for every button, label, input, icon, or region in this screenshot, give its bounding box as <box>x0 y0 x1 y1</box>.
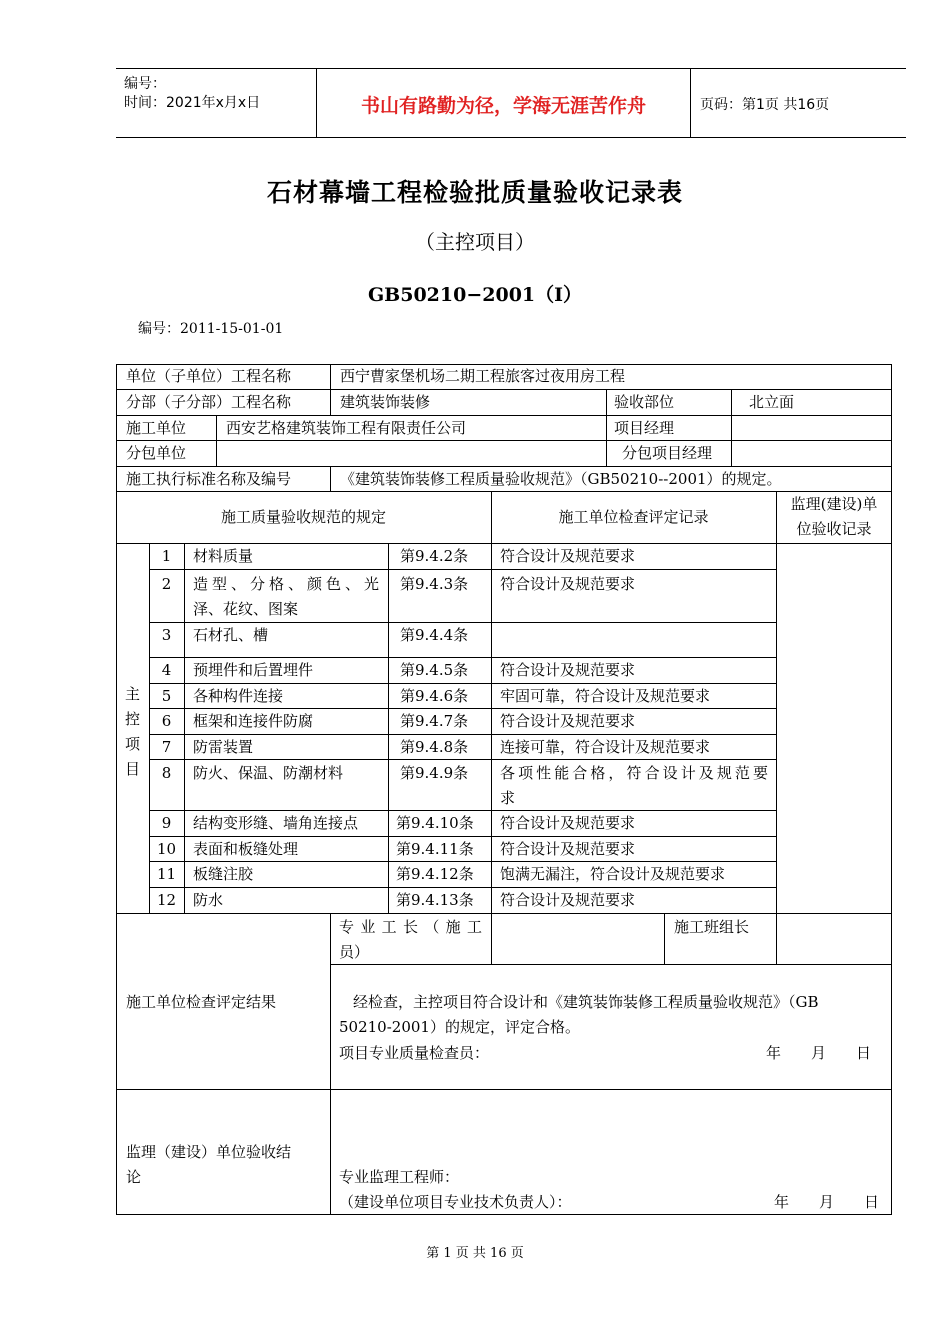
header-meta <box>124 75 260 113</box>
quality-inspector-label: 项目专业质量检查员： <box>339 1044 490 1062</box>
division-value: 建筑装饰装修 <box>340 393 431 411</box>
project-manager-label: 项目经理 <box>614 419 675 437</box>
foreman-label-line1: 专业工长（施工 <box>339 918 482 936</box>
supervision-date: 年 月 日 <box>774 1193 880 1211</box>
document-number: 编号：2011-15-01-01 <box>138 321 284 337</box>
inspection-record-table: 单位（子单位）工程名称 西宁曹家堡机场二期工程旅客过夜用房工程 分部（子分部）工程名称 建筑装饰装修 验收部位 北立面 施工单位 西安艺格建筑装饰工程有限责任公司 项目经理 分包单位 分包项目经理 施工执行标准名称及编号 《建筑装饰装修工程质量验收规范》（GB50210--2001）的规定。 施工质量验收规范的规定 施工单位检查评定记录 监理(建设)单 位验收记录 主 控 项 目 1 材料质量 第9.4.2条 符合设计及规范要求 2 造型、分格、颜色、光 泽、花纹、图案 第9.4.3条 符合设计及规范要求 3 石材孔、槽 第9.4.4条 4 预埋件和后置埋件 第9.4.5条 符合设计及规范要求 5 各种构件连接 第9.4.6条 牢固可靠，符合设计及规范要求 6 框架和连接件防腐 第9.4.7条 符合设计及规范要求 7 防雷装置 第9.4.8条 连接可靠，符合设计及规范要求 8 防火、保温、防潮材料 第9.4.9条 各项性能合格，符合设计及规范要 求 9 结构变形缝、墙角连接点 第9.4.10条 符合设计及规范要求 10 表面和板缝处理 第9.4.11条 符合设计及规范要求 11 板缝注胶 第9.4.12条 饱满无漏注，符合设计及规范要求 12 防水 第9.4.13条 符合设计及规范要求 专业工长（施工 员） 施工班组长 施工单位检查评定结果 经检查，主控项目符合设计和《建筑装饰装修工程质量验收规范》（GB 50210-2001）的规定，评定合格。 项目专业质量检查员： 年 月 日 监理（建设）单位验收结 论 专业监理工程师： （建设单位项目专业技术负责人）： 年 月 日 <box>116 364 892 1214</box>
check-record-column-header: 施工单位检查评定记录 <box>558 508 709 526</box>
supervision-label-line1: 监理（建设）单位验收结 <box>126 1143 292 1161</box>
inspection-part-label: 验收部位 <box>614 393 675 411</box>
unit-project-value: 西宁曹家堡机场二期工程旅客过夜用房工程 <box>340 367 626 385</box>
standard-label: 施工执行标准名称及编号 <box>126 470 292 488</box>
conclusion-line1: 经检查，主控项目符合设计和《建筑装饰装修工程质量验收规范》（GB <box>353 993 819 1011</box>
result-date: 年 月 日 <box>766 1044 872 1062</box>
header-number: 编号： <box>124 76 166 92</box>
sub-manager-label: 分包项目经理 <box>622 444 713 462</box>
contractor-label: 施工单位 <box>126 419 187 437</box>
result-label: 施工单位检查评定结果 <box>126 993 277 1011</box>
header-page-info: 页码：第1页 共16页 <box>700 97 830 113</box>
supervisor-column-header: 监理(建设)单 位验收记录 <box>790 495 878 538</box>
supervision-label-line2: 论 <box>126 1168 142 1186</box>
header-motto: 书山有路勤为径，学海无涯苦作舟 <box>360 95 646 117</box>
header-time: 时间：2021年x月x日 <box>124 95 261 111</box>
subcontractor-label: 分包单位 <box>126 444 187 462</box>
document-title: 石材幕墙工程检验批质量验收记录表 <box>266 178 683 207</box>
page-footer: 第 1 页 共 16 页 <box>426 1246 524 1261</box>
team-leader-label: 施工班组长 <box>674 918 750 936</box>
foreman-label-line2: 员） <box>339 943 370 961</box>
main-items-label: 主 控 项 目 <box>124 685 140 778</box>
standard-value: 《建筑装饰装修工程质量验收规范》（GB50210--2001）的规定。 <box>340 470 782 488</box>
document-subtitle: （主控项目） <box>415 230 535 254</box>
page-header <box>116 68 906 138</box>
inspection-part-value: 北立面 <box>749 393 795 411</box>
conclusion-line2: 50210-2001）的规定，评定合格。 <box>339 1018 580 1036</box>
spec-column-header: 施工质量验收规范的规定 <box>220 508 386 526</box>
standard-code: GB50210−2001（Ⅰ） <box>367 284 583 306</box>
division-label: 分部（子分部）工程名称 <box>126 393 292 411</box>
contractor-value: 西安艺格建筑装饰工程有限责任公司 <box>226 419 467 437</box>
owner-representative-label: （建设单位项目专业技术负责人）： <box>339 1193 572 1211</box>
supervising-engineer-label: 专业监理工程师： <box>339 1168 460 1186</box>
unit-project-label: 单位（子单位）工程名称 <box>126 367 292 385</box>
